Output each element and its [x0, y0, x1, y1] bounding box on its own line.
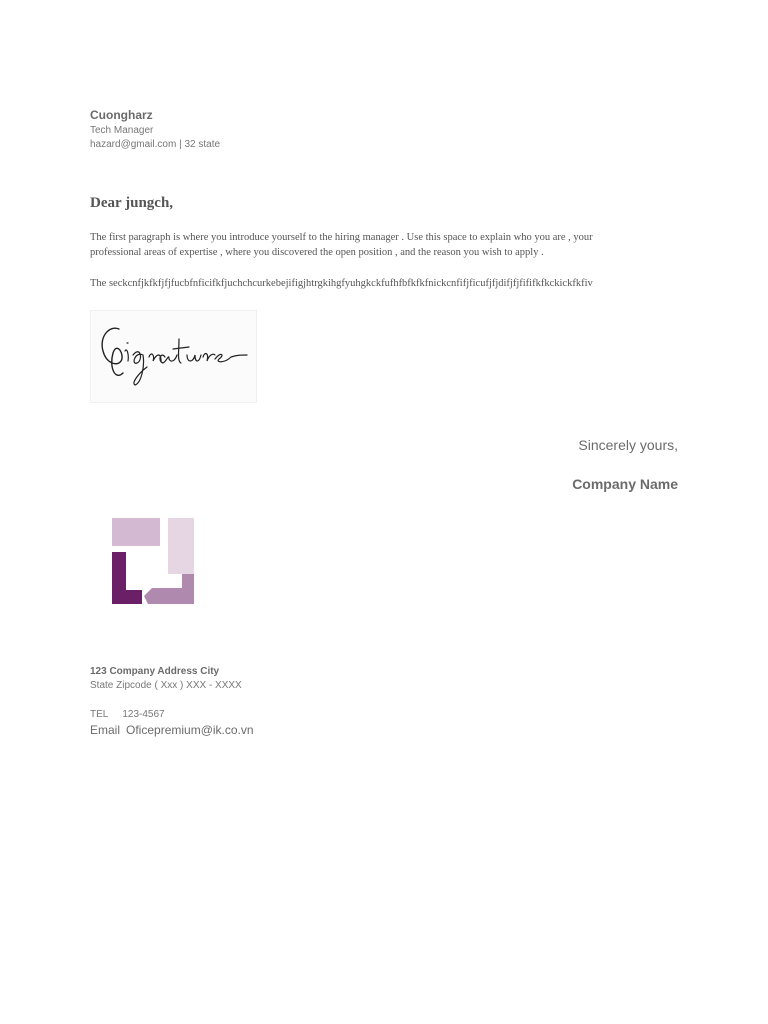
email-value: Oficepremium@ik.co.vn: [126, 723, 254, 737]
sender-contact: hazard@gmail.com | 32 state: [90, 139, 221, 150]
email-row: [90, 723, 254, 737]
company-name: Company Name: [572, 476, 678, 492]
closing-text: Sincerely yours,: [578, 437, 678, 453]
tel-value: 123-4567: [122, 709, 165, 720]
signature-image: [90, 310, 257, 403]
salutation: Dear jungch,: [90, 195, 174, 211]
sender-name: Cuongharz: [90, 108, 153, 122]
logo-top-right: [168, 518, 194, 574]
tel-row: [90, 709, 165, 720]
company-address: 123 Company Address City: [90, 666, 220, 677]
tel-label: TEL: [90, 709, 109, 720]
paragraph-second: The seckcnfjkfkfjfjfucbfnficifkfjuchchcurkebejifigjhtrgkihgfyuhgkckfufhfbfkfkfnickcnfifjficufjfjdifjfjfififkfkckickfkfiv: [90, 278, 593, 289]
logo-bottom-right: [144, 574, 194, 604]
signature-handwriting: [91, 311, 258, 404]
company-zipcode: State Zipcode ( Xxx ) XXX - XXXX: [90, 680, 242, 691]
company-logo: [108, 514, 198, 608]
sender-title: Tech Manager: [90, 125, 154, 136]
logo-top-left: [112, 518, 160, 546]
paragraph-intro: The first paragraph is where you introduce yourself to the hiring manager . Use this space to explain who you are , your professional areas of expertise , where you discovered the open position , and the reason you wish to apply .: [90, 232, 593, 258]
email-label: Email: [90, 723, 121, 737]
logo-bottom-base: [112, 590, 142, 604]
